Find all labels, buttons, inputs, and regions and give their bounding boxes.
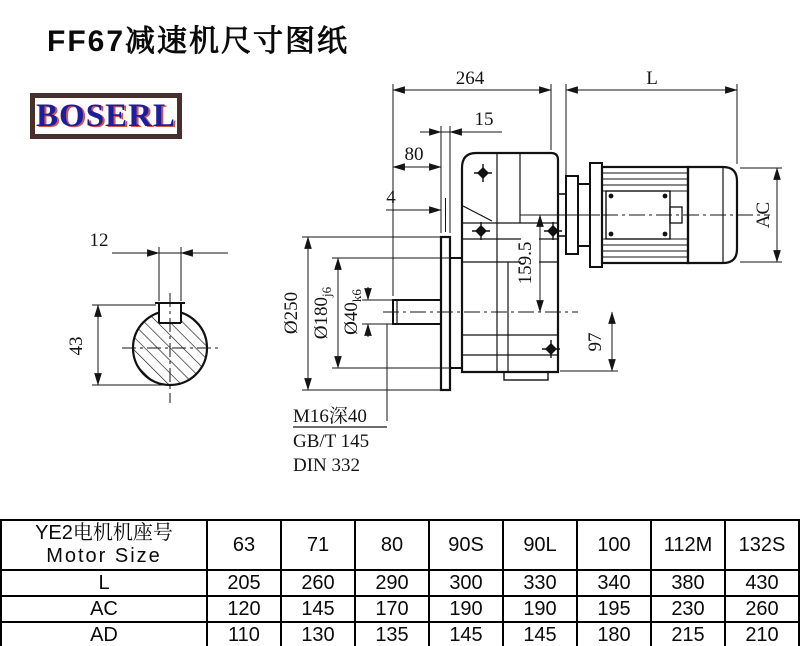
note-gbt: GB/T 145 xyxy=(293,431,370,452)
cell-AC-90S: 190 xyxy=(429,596,503,622)
page-title: FF67减速机尺寸图纸 xyxy=(47,25,350,58)
dim-43-label: 43 xyxy=(66,336,87,356)
table-row-L xyxy=(1,570,799,596)
col-71: 71 xyxy=(281,520,355,570)
cell-L-90L: 330 xyxy=(503,570,577,596)
cell-AC-132S: 260 xyxy=(725,596,799,622)
cell-AD-132S: 210 xyxy=(725,622,799,646)
dim-97-label: 97 xyxy=(585,332,606,352)
brand-logo-text: BOSERL xyxy=(36,97,176,134)
row-label-L: L xyxy=(1,570,207,596)
col-80: 80 xyxy=(355,520,429,570)
cell-L-112M: 380 xyxy=(651,570,725,596)
dim-250-label: Ø250 xyxy=(281,291,302,335)
dim-159-5-label: 159.5 xyxy=(515,241,536,285)
cell-AC-100: 195 xyxy=(577,596,651,622)
col-90L: 90L xyxy=(503,520,577,570)
cell-AD-90S: 145 xyxy=(429,622,503,646)
cell-AC-112M: 230 xyxy=(651,596,725,622)
motor-size-header-en: Motor Size xyxy=(46,545,162,567)
cell-AD-112M: 215 xyxy=(651,622,725,646)
table-row-AD xyxy=(1,622,799,646)
col-100: 100 xyxy=(577,520,651,570)
dim-80-label: 80 xyxy=(404,144,424,165)
dim-12-label: 12 xyxy=(89,230,109,251)
cell-AD-80: 135 xyxy=(355,622,429,646)
cell-L-100: 340 xyxy=(577,570,651,596)
cell-L-80: 290 xyxy=(355,570,429,596)
motor-size-header xyxy=(1,520,207,570)
dim-AC-label: AC xyxy=(753,201,774,229)
cell-AC-63: 120 xyxy=(207,596,281,622)
cell-L-63: 205 xyxy=(207,570,281,596)
cell-L-71: 260 xyxy=(281,570,355,596)
end-view xyxy=(66,230,228,403)
motor-spec-table xyxy=(0,519,800,646)
col-63: 63 xyxy=(207,520,281,570)
side-view xyxy=(393,153,737,390)
note-thread: M16深40 xyxy=(293,406,367,427)
drawing-notes xyxy=(293,405,369,476)
motor-size-header-cn: YE2电机机座号 xyxy=(35,522,173,544)
dim-264-label: 264 xyxy=(455,68,485,89)
table-header-row xyxy=(1,520,799,570)
dimension-labels xyxy=(281,68,774,352)
cell-AD-63: 110 xyxy=(207,622,281,646)
dim-40-label: $Ø40_{k6}$ xyxy=(341,289,364,335)
cell-AC-80: 170 xyxy=(355,596,429,622)
note-din: DIN 332 xyxy=(293,455,361,476)
dim-15-label: 15 xyxy=(474,109,494,130)
cell-AD-90L: 145 xyxy=(503,622,577,646)
extension-lines xyxy=(302,84,782,390)
dim-180-label: $Ø180_{j6}$ xyxy=(311,286,334,340)
row-label-AD: AD xyxy=(1,622,207,646)
gearbox-housing xyxy=(462,153,558,380)
dim-L-label: L xyxy=(646,68,658,89)
row-label-AC: AC xyxy=(1,596,207,622)
cell-AC-71: 145 xyxy=(281,596,355,622)
cell-AD-100: 180 xyxy=(577,622,651,646)
col-112M: 112M xyxy=(651,520,725,570)
cell-AC-90L: 190 xyxy=(503,596,577,622)
cell-L-132S: 430 xyxy=(725,570,799,596)
dim-4-label: 4 xyxy=(386,187,396,208)
cell-AD-71: 130 xyxy=(281,622,355,646)
col-90S: 90S xyxy=(429,520,503,570)
table-row-AC xyxy=(1,596,799,622)
cell-L-90S: 300 xyxy=(429,570,503,596)
col-132S: 132S xyxy=(725,520,799,570)
output-flange xyxy=(441,237,462,390)
